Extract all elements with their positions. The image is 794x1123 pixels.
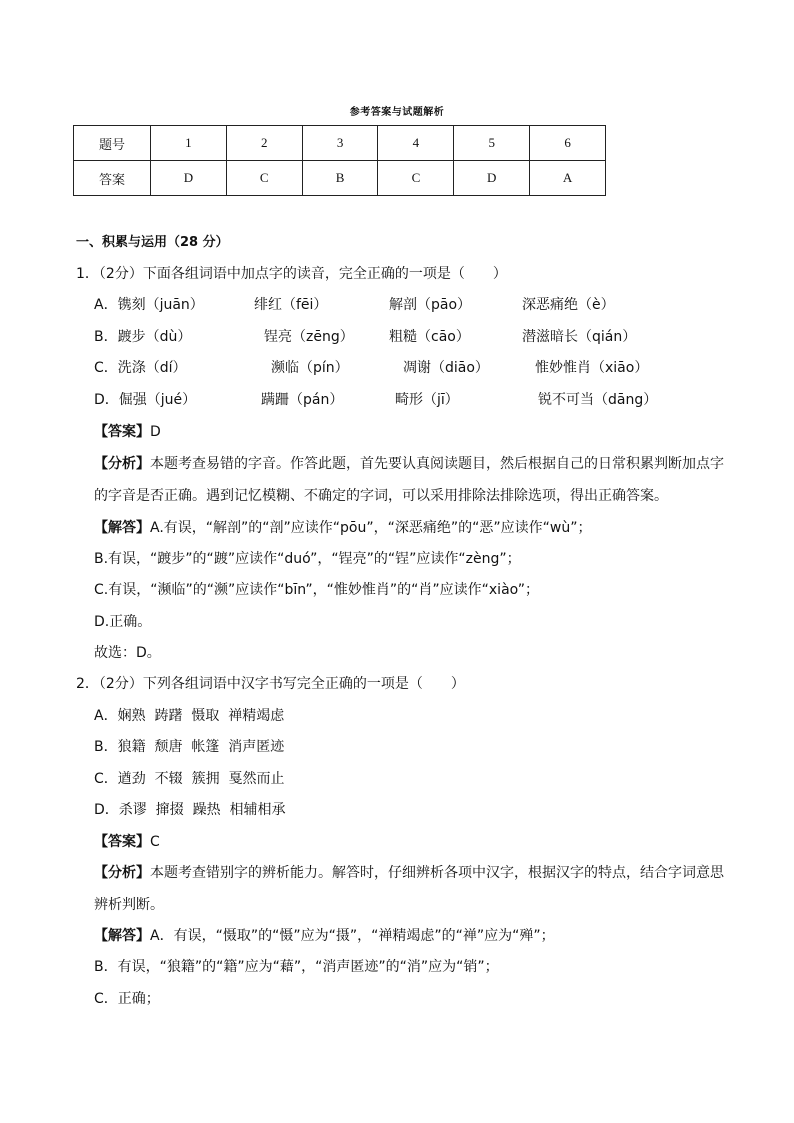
q2-answer (94, 832, 160, 852)
table-cell: C (226, 161, 302, 196)
q2-solution-line-1 (94, 926, 555, 946)
analysis-tag: 【分析】 (94, 865, 150, 881)
q1-option-c-4: 惟妙惟肖（xiāo） (535, 360, 649, 376)
table-cell: 答案 (74, 161, 151, 196)
q2-analysis-line-2: 辨析判断。 (94, 897, 164, 913)
solution-tag: 【解答】 (94, 928, 150, 944)
q1-option-d-4: 锐不可当（dāng） (538, 392, 658, 408)
q1-option-b-3: 粗糙（cāo） (389, 329, 470, 345)
q1-solution-line-5: 故选：D。 (94, 645, 161, 661)
q1-solution-line-2: B.有误，“踱步”的“踱”应读作“duó”，“锃亮”的“锃”应读作“zèng”； (94, 551, 521, 567)
q1-analysis-line-1 (94, 454, 724, 474)
q1-option-b-4: 潜滋暗长（qián） (522, 329, 637, 345)
q2-option-a: A．娴熟 踌躇 慑取 禅精竭虑 (94, 708, 285, 724)
table-cell: 题号 (74, 126, 151, 161)
q1-option-a-1: A．镌刻（juān） (94, 297, 204, 313)
table-cell: 5 (454, 126, 530, 161)
q1-option-d-2: 蹒跚（pán） (261, 392, 344, 408)
section-heading: 一、积累与运用（28 分） (76, 235, 229, 250)
table-row (74, 161, 606, 196)
q2-option-c: C．遒劲 不辍 簇拥 戛然而止 (94, 771, 285, 787)
table-cell: 3 (302, 126, 378, 161)
table-cell: B (302, 161, 378, 196)
q2-solution-line-3: C．正确； (94, 991, 160, 1007)
q1-answer (94, 422, 161, 442)
solution-text: A.有误，“解剖”的“剖”应读作“pōu”，“深恶痛绝”的“恶”应读作“wù”； (150, 520, 592, 536)
q1-option-d-1: D．倔强（jué） (94, 392, 197, 408)
answer-tag: 【答案】 (94, 834, 150, 850)
q1-solution-line-1 (94, 518, 591, 538)
answer-tag: 【答案】 (94, 424, 150, 440)
q1-analysis-line-2: 的字音是否正确。遇到记忆模糊、不确定的字词，可以采用排除法排除选项，得出正确答案。 (94, 488, 668, 504)
solution-text: A．有误，“慑取”的“慑”应为“摄”，“禅精竭虑”的“禅”应为“殚”； (150, 928, 555, 944)
q1-option-a-4: 深恶痛绝（è） (522, 297, 615, 313)
q2-solution-line-2: B．有误，“狼籍”的“籍”应为“藉”，“消声匿迹”的“消”应为“销”； (94, 959, 499, 975)
table-cell: 1 (151, 126, 227, 161)
analysis-text: 本题考查错别字的辨析能力。解答时，仔细辨析各项中汉字，根据汉字的特点，结合字词意思 (150, 865, 724, 881)
q1-solution-line-3: C.有误，“濒临”的“濒”应读作“bīn”，“惟妙惟肖”的“肖”应读作“xiào”； (94, 582, 539, 598)
q1-option-c-3: 凋谢（diāo） (403, 360, 489, 376)
answer-value: C (150, 834, 160, 850)
analysis-tag: 【分析】 (94, 456, 150, 472)
solution-tag: 【解答】 (94, 520, 150, 536)
q1-option-d-3: 畸形（jī） (395, 392, 459, 408)
q2-option-b: B．狼籍 颓唐 帐篷 消声匿迹 (94, 739, 285, 755)
table-cell: D (151, 161, 227, 196)
table-cell: 4 (378, 126, 454, 161)
question-2-stem: 2．（2分）下列各组词语中汉字书写完全正确的一项是（ ） (76, 676, 465, 692)
analysis-text: 本题考查易错的字音。作答此题，首先要认真阅读题目，然后根据自己的日常积累判断加点字 (150, 456, 724, 472)
answer-table (73, 125, 606, 196)
q1-option-c-1: C．洗涤（dí） (94, 360, 187, 376)
answer-value: D (150, 424, 161, 440)
q2-option-d: D．杀谬 撺掇 躁热 相辅相承 (94, 802, 286, 818)
table-row (74, 126, 606, 161)
table-cell: A (530, 161, 606, 196)
table-cell: 6 (530, 126, 606, 161)
table-cell: C (378, 161, 454, 196)
q1-solution-line-4: D.正确。 (94, 614, 152, 630)
table-cell: D (454, 161, 530, 196)
q2-analysis-line-1 (94, 863, 724, 883)
q1-option-c-2: 濒临（pín） (271, 360, 349, 376)
question-1-stem: 1．（2分）下面各组词语中加点字的读音，完全正确的一项是（ ） (76, 266, 507, 282)
q1-option-a-2: 绯红（fēi） (254, 297, 328, 313)
q1-option-a-3: 解剖（pāo） (389, 297, 472, 313)
q1-option-b-1: B．踱步（dù） (94, 329, 192, 345)
table-cell: 2 (226, 126, 302, 161)
document-title: 参考答案与试题解析 (349, 107, 445, 118)
q1-option-b-2: 锃亮（zēng） (264, 329, 354, 345)
